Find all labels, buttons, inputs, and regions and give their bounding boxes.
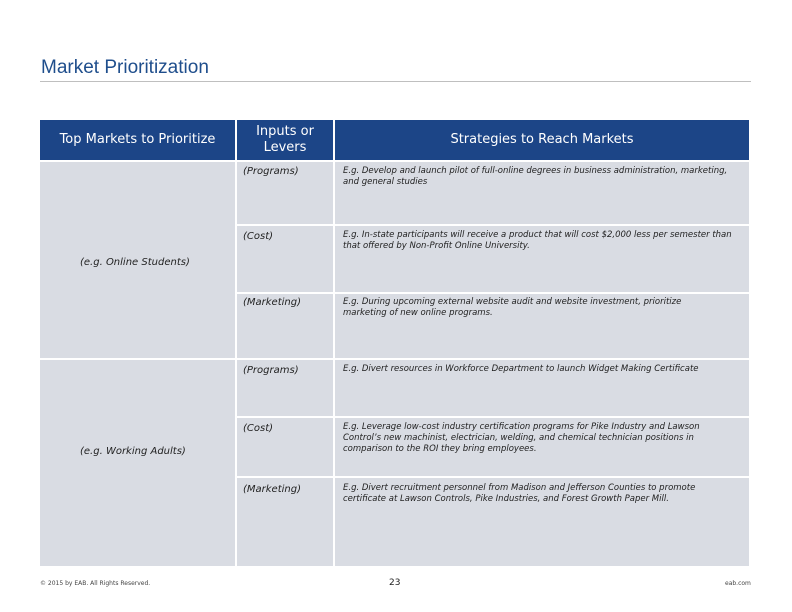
- title-divider: [40, 81, 751, 82]
- strategy-text: E.g. Divert resources in Workforce Department to launch Widget Making Certificate: [343, 364, 699, 374]
- market-cell-working-adults: [40, 360, 235, 566]
- lever-label: (Programs): [243, 166, 299, 177]
- lever-label: (Marketing): [243, 297, 301, 308]
- page-title: Market Prioritization: [41, 57, 209, 78]
- strategy-text: E.g. Develop and launch pilot of full-online degrees in business administration, marketing, and general studies: [343, 166, 728, 187]
- footer-page-number: 23: [389, 578, 401, 588]
- strategy-text: E.g. Divert recruitment personnel from Madison and Jefferson Counties to promote certificate at Lawson Controls, Pike Industries, and Forest Growth Paper Mill.: [343, 483, 696, 504]
- lever-label: (Marketing): [243, 484, 301, 495]
- header-levers: [237, 120, 333, 160]
- footer-copyright: © 2015 by EAB. All Rights Reserved.: [40, 580, 151, 587]
- lever-label: (Cost): [243, 231, 274, 242]
- strategy-text: E.g. During upcoming external website audit and website investment, prioritize marketing of new online programs.: [343, 297, 682, 318]
- strategy-text: E.g. In-state participants will receive a product that will cost $2,000 less per semester than that offered by Non-Profit Online University.: [343, 230, 732, 251]
- strategy-text: E.g. Leverage low-cost industry certification programs for Pike Industry and Lawson Control’s new machinist, electrician, welding, and chemical technician positions in comparison to the ROI they bring employees.: [343, 422, 700, 454]
- lever-label: (Cost): [243, 423, 274, 434]
- header-strategies-label: Strategies to Reach Markets: [450, 132, 634, 147]
- footer-site: eab.com: [725, 580, 751, 587]
- header-markets: [40, 120, 235, 160]
- market-label-working-adults: (e.g. Working Adults): [80, 446, 186, 457]
- header-levers-label: Inputs or Levers: [256, 124, 314, 155]
- header-markets-label: Top Markets to Prioritize: [59, 132, 216, 147]
- market-label-online-students: (e.g. Online Students): [80, 257, 190, 268]
- lever-label: (Programs): [243, 365, 299, 376]
- header-strategies: [335, 120, 749, 160]
